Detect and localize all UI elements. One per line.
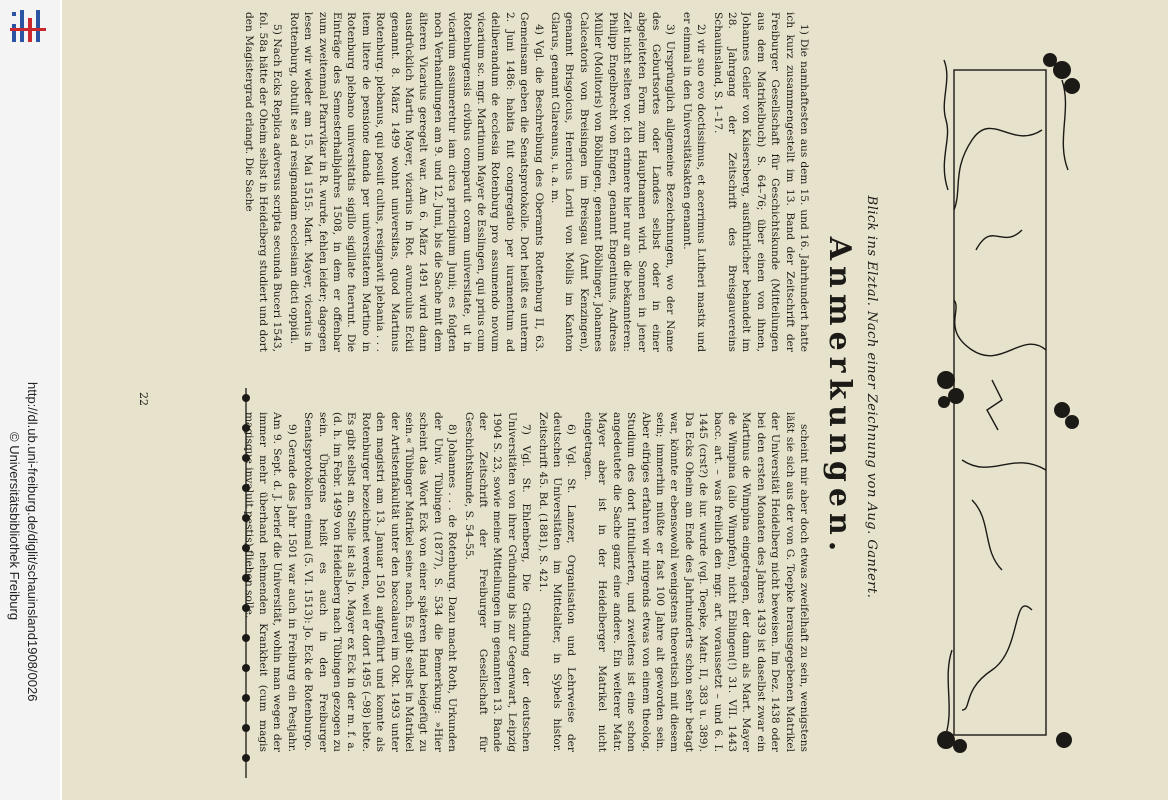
page-text (173, 12, 879, 782)
document-url[interactable]: http://dl.ub.uni-freiburg.de/diglit/schauinsland1908/0026 (25, 382, 40, 702)
illustration-caption: Blick ins Elztal. Nach einer Zeichnung von Aug. Gantert. (864, 195, 879, 599)
text-column-left (181, 12, 811, 352)
footnote-paragraph: 2) vir suo evo doctissimus, et acerrimus Lutheri mastix und er einmal in den Universitätsakten genannt. (680, 12, 708, 352)
footnote-paragraph: 8) Johannes . . . de Rotenburg. Dazu macht Roth, Urkunden der Univ. Tübingen (1877), S. 534 die Bemerkung: »Hier scheint das Wort Eck von einer späteren Hand beigefügt zu sein.« Tübinger Matrikel sein« nach. Es gibt selbst in Matrikel der Artistenfakultät unter den baccalaurei im Okt. 1493 unter den magistri am 13. Januar 1501 aufgeführt und konnte als Rotenburger bezeichnet werden, weil er dort 1495 (–98) lebte. Es gibt selbst an. Stelle ist als Jo. Mayer ex Eck in der m. f. a. (d. h. im Febr. 1499 von Heidelberg nach Tübingen gezogen zu sein. Übrigens heißt es auch in den Freiburger Senatsprotokollen einmal (5. VI. 1513): Jo. Eck de Rotenburgo. (302, 412, 459, 752)
footnote-paragraph: 4) Vgl. die Beschreibung des Oberamts Rottenburg II, 63. Gemeinsam geben die Senatsprotokolle. Dort heißt es unterm 2. Juni 1486: habita fuit congregatio per iuramentum ad deliberandum de ecclesia Rotenburg pro assumendo novum vicarium sc. mgr. Martinum Mayer de Esslingen, qui prius cum Rotenburgensis civibus comparuit coram universitate, ut in vicarium assumeretur iam circa principium Junii; es folgten noch Verhandlungen am 9. und 12. Juni, bis die Sache mit dem älteren Vicarius geregelt war. Am 6. März 1491 wird dann ausdrücklich Martin Mayer, vicarius in Rot. avunculus Eckii genannt. 8. März 1499 wohnt universitas, quod Martinus Rotenburg. plebanus, qui posuit cultus, resignavit plebania . . . item litere de pensione danda per universitatem Martino in Rotenburg plebano universitatis sigillo sigillate fuerunt. Die Einträge des Semesterhalbjahres 1508, in dem er offenbar zum zweitenmal Pfarrvikar in R. wurde, fehlen leider; dagegen lesen wir wieder am 15. Mai 1515: Mart. Mayer, vicarius in Rottenburg, obtulit se ad resignandam ecclesiam dicti oppidi. (287, 12, 545, 352)
footnote-paragraph: 5) Nach Ecks Replica adversus scripta secunda Buceri 1543, fol. 58a hätte der Oheim selbst in Heidelberg studiert und dort den Magistergrad erlangt. Die Sache (242, 12, 284, 352)
text-column-right (181, 412, 811, 752)
footnote-paragraph: 1) Die namhaftesten aus dem 15. und 16. Jahrhundert hatte ich kurz zusammengestellt im 13. Band der Zeitschrift der Freiburger Gesellschaft für Geschichtskunde (Mitteilungen aus dem Matrikelbuch) S. 64–76; über einen von ihnen, Johannes Geiler von Kaisersberg, ausführlicher behandelt im 28. Jahrgang der Zeitschrift des Breisgauvereins Schauinsland, S. 1–17. (711, 12, 810, 352)
viewer-sidebar (0, 0, 60, 800)
footnote-paragraph: 9) Gerade das Jahr 1501 war auch in Freiburg ein Pestjahr. Am 9. Sept. d. J. berief die Universität, wohin man wegen der immer mehr überhand nehmenden Krankheit (cum magis magisque invaluit pestis) fliehen solle. (242, 412, 298, 752)
copyright-notice: © Universitätsbibliothek Freiburg (7, 432, 22, 621)
section-heading: Anmerkungen. (822, 236, 857, 558)
illustration-elztal (932, 50, 1082, 755)
page-number: 22 (137, 392, 150, 406)
footnote-paragraph: 7) Vgl. St. Ehlenberg, Die Gründung der deutschen Universitäten von ihrer Gründung bis zur Gegenwart, Leipzig 1904 S. 23, sowie meine Mitteilungen im genannten 13. Bande der Zeitschrift der Freiburger Gesellschaft für Geschichtskunde, S. 54–55. (462, 412, 533, 752)
scanned-page (62, 0, 1168, 800)
footnote-paragraph: scheint mir aber doch etwas zweifelhaft zu sein, wenigstens läßt sie sich aus der von G. Toepke herausgegebenen Matrikel der Universität Heidelberg nicht beweisen. Im Dez. 1438 oder bei den ersten Monaten des Jahres 1439 ist daselbst zwar ein Martinus de Wimpina eingetragen, der dann als Mart. Mayer de Wimpina (alio Wimpfen), nicht Eblingen(!) 31. VII. 1443 bacc. art. – was freilich den mgr. art. voraussetzt – und 6. I. 1445 (crst?) de iur. wurde (vgl. Toepke, Matr. II, 383 u. 389). Da Ecks Oheim am Ende des Jahrhunderts schon sehr betagt war, könnte er ebensowohl wenigstens theoretisch mit diesem sein; immerhin müßte er fast 100 Jahre alt geworden sein. Aber eifriges erfahren wir nirgends etwas von einem theolog. Studium des dort Intitulierten, und zweitens ist eine schon angedeutete die Sache ganz eine andere. Ein weiterer Matr. Mayer aber ist in der Heidelberger Matrikel nicht eingetragen. (581, 412, 810, 752)
footnote-paragraph: 6) Vgl. St. Lanzer, Organisation und Lehrweise der deutschen Universitäten im Mittelalter, in Sybels histor. Zeitschrift 45. Bd. (1881), S. 421. (536, 412, 578, 752)
footnote-paragraph: 3) Ursprünglich allgemeine Bezeichnungen, wo der Name des Geburtsortes oder Landes selbst oder in einer abgeleiteten Form zum Hauptnamen wird. Sonnen in jener Zeit nicht selten vor. Ich erinnere hier nur an die bekannteren: Philipp Engelbrecht von Engen, genannt Engentinus, Andreas Müller (Molitoris) von Böblingen, genannt Böblinger, Johannes Calceatoris von Breisingen im Breisgau (Amt Kenzingen), genannt Brisgoicus, Henricus Loriti von Mollis im Kanton Glarus, genannt Glareanus, u. a. m. (549, 12, 677, 352)
library-logo-icon[interactable] (6, 8, 50, 48)
